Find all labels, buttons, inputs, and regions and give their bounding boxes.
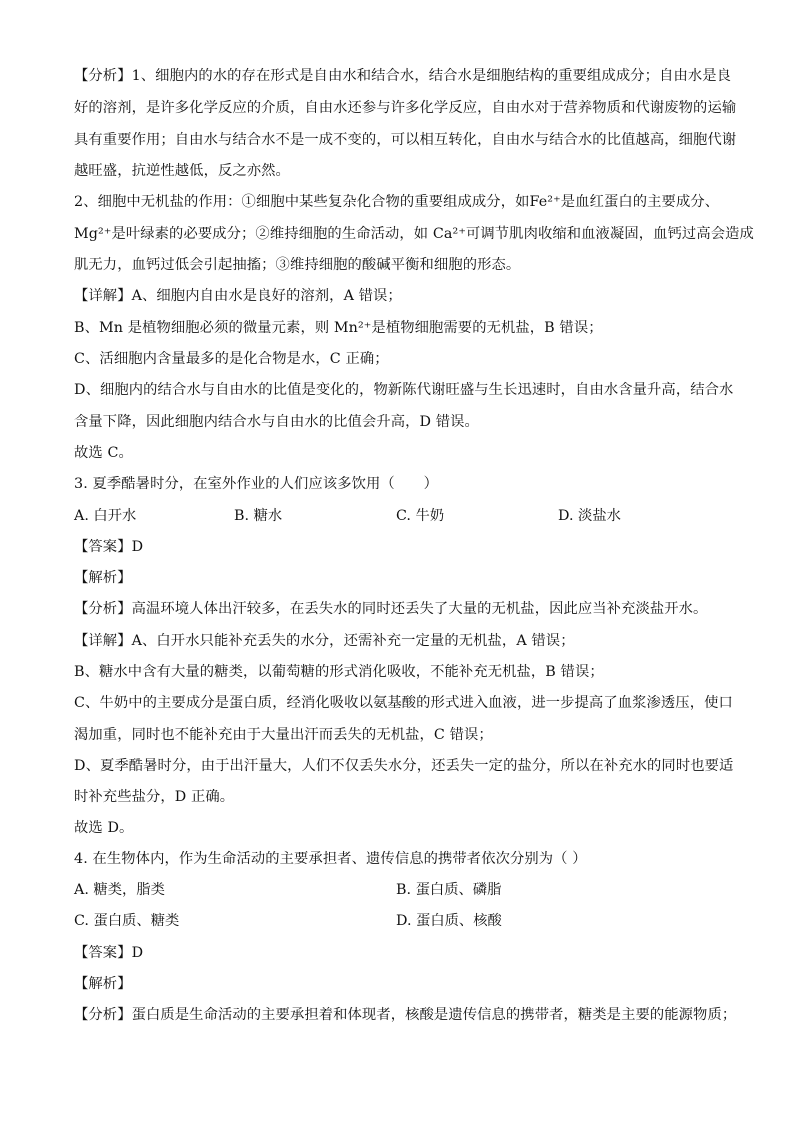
detail-line: 【详解】A、白开水只能补充丢失的水分，还需补充一定量的无机盐，A 错误； [74,633,575,649]
question-3-options [74,506,722,526]
question-4-options-row2 [74,911,722,931]
detail-line: 时补充些盐分，D 正确。 [74,789,235,805]
option-d: D. 蛋白质、核酸 [396,913,502,929]
option-c: C. 蛋白质、糖类 [74,913,180,929]
option-b: B. 蛋白质、磷脂 [396,882,502,898]
detail-line: B、Mn 是植物细胞必须的微量元素，则 Mn²⁺是植物细胞需要的无机盐，B 错误； [74,320,603,336]
detail-line: 渴加重，同时也不能补充由于大量出汗而丢失的无机盐，C 错误； [74,727,493,743]
explanation-label: 【解析】 [74,570,132,586]
analysis-line: 具有重要作用；自由水与结合水不是一成不变的，可以相互转化，自由水与结合水的比值越高，细胞代谢 [74,132,737,148]
selection-line: 故选 D。 [74,820,134,836]
question-3: 3. 夏季酷暑时分，在室外作业的人们应该多饮用（ ） [74,476,439,492]
detail-line: 【详解】A、细胞内自由水是良好的溶剂，A 错误； [74,288,402,304]
analysis-line: 【分析】1、细胞内的水的存在形式是自由水和结合水，结合水是细胞结构的重要组成成分；自由水是良 [74,68,732,84]
option-c: C. 牛奶 [396,508,445,524]
detail-line: D、细胞内的结合水与自由水的比值是变化的，物新陈代谢旺盛与生长迅速时，自由水含量升高，结合水 [74,382,734,398]
detail-line: C、牛奶中的主要成分是蛋白质，经消化吸收以氨基酸的形式进入血液，进一步提高了血浆渗透压，使口 [74,695,733,711]
option-b: B. 糖水 [234,508,283,524]
question-4: 4. 在生物体内，作为生命活动的主要承担者、遗传信息的携带者依次分别为（ ） [74,851,587,867]
question-4-options-row1 [74,880,722,900]
option-a: A. 糖类，脂类 [74,882,165,898]
option-d: D. 淡盐水 [558,508,621,524]
analysis-line: 【分析】蛋白质是生命活动的主要承担着和体现者，核酸是遗传信息的携带者，糖类是主要的能源物质； [74,1007,737,1023]
explanation-label: 【解析】 [74,976,132,992]
answer-label: 【答案】D [74,945,144,961]
detail-line: D、夏季酷暑时分，由于出汗量大，人们不仅丢失水分，还丢失一定的盐分，所以在补充水的同时也要适 [74,758,734,774]
analysis-line: 好的溶剂，是许多化学反应的介质，自由水还参与许多化学反应，自由水对于营养物质和代谢废物的运输 [74,100,737,116]
detail-line: 含量下降，因此细胞内结合水与自由水的比值会升高，D 错误。 [74,414,479,430]
option-a: A. 白开水 [74,508,137,524]
salt-function-line: Mg²⁺是叶绿素的必要成分；②维持细胞的生命活动，如 Ca²⁺可调节肌肉收缩和血液凝固，血钙过高会造成 [74,226,754,242]
selection-line: 故选 C。 [74,445,133,461]
detail-line: B、糖水中含有大量的糖类，以葡萄糖的形式消化吸收，不能补充无机盐，B 错误； [74,664,604,680]
analysis-line: 越旺盛，抗逆性越低，反之亦然。 [74,163,290,179]
answer-label: 【答案】D [74,539,144,555]
detail-line: C、活细胞内含量最多的是化合物是水，C 正确； [74,351,389,367]
salt-function-line: 2、细胞中无机盐的作用：①细胞中某些复杂化合物的重要组成成分，如Fe²⁺是血红蛋白的主要成分、 [74,194,720,210]
salt-function-line: 肌无力，血钙过低会引起抽搐；③维持细胞的酸碱平衡和细胞的形态。 [74,257,521,273]
analysis-line: 【分析】高温环境人体出汗较多，在丢失水的同时还丢失了大量的无机盐，因此应当补充淡盐开水。 [74,601,708,617]
